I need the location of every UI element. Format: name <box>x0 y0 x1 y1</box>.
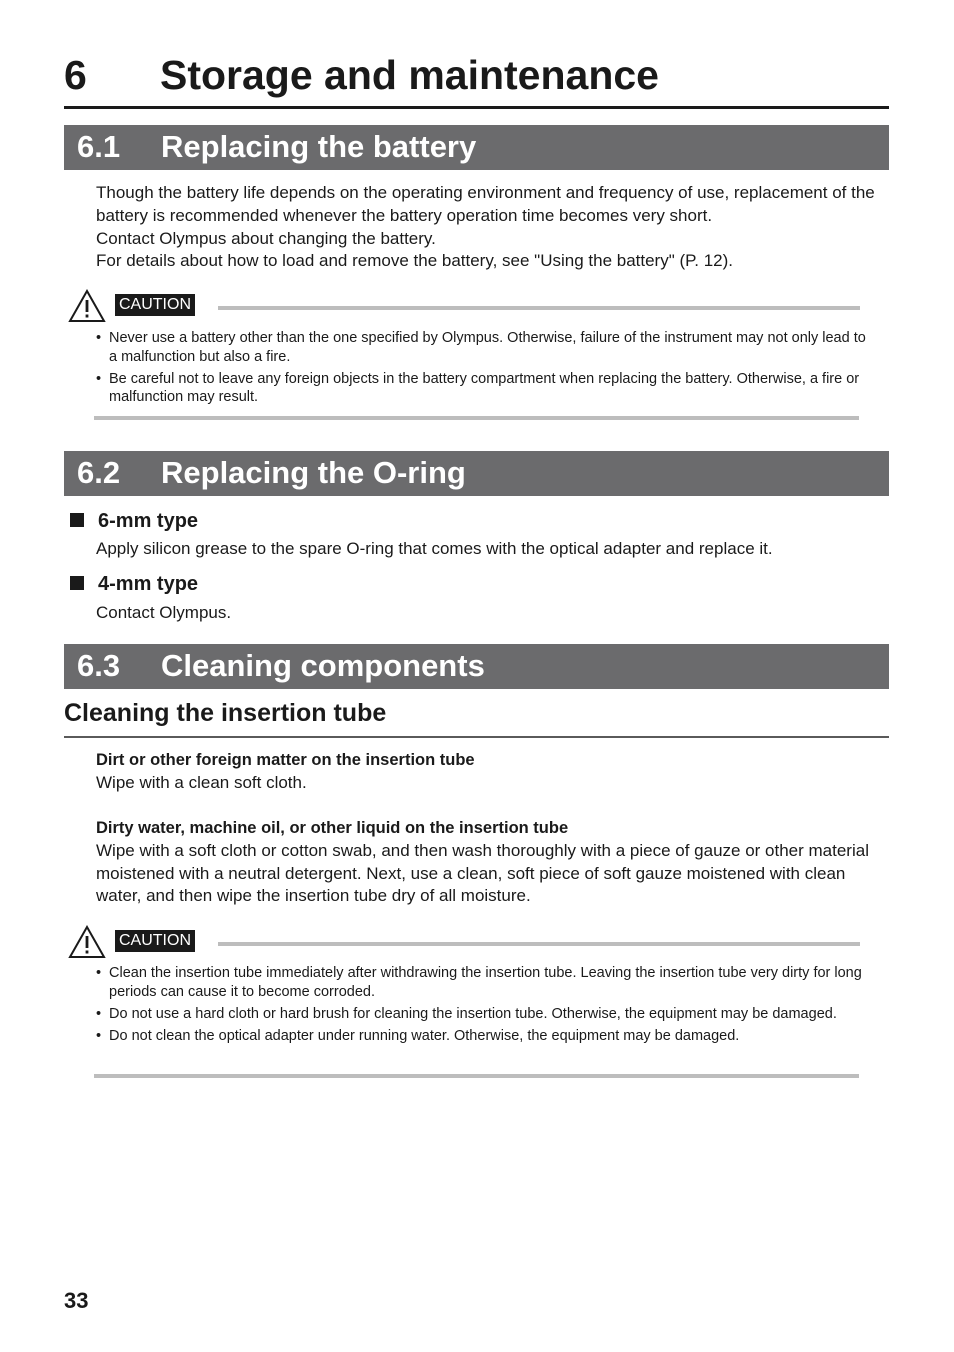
list-item: • Clean the insertion tube immediately after withdrawing the insertion tube. Leaving the insertion tube very dirty for long periods can cause it to become corroded. <box>96 964 866 1001</box>
dirt-text: Wipe with a clean soft cloth. <box>96 772 307 792</box>
caution-header <box>68 289 860 323</box>
paragraph: Though the battery life depends on the operating environment and frequency of use, replacement of the battery is recommended whenever the battery operation time becomes very short. <box>96 183 875 225</box>
section-number: 6.2 <box>77 455 121 490</box>
water-heading: Dirty water, machine oil, or other liquid on the insertion tube <box>96 819 569 837</box>
4mm-text: Contact Olympus. <box>96 603 232 622</box>
section-title: Replacing the battery <box>161 129 477 164</box>
section-6-3-header <box>64 644 889 689</box>
chapter-header <box>64 48 889 109</box>
square-bullet-icon <box>70 513 84 527</box>
subheading-text: 6-mm type <box>98 510 199 532</box>
paragraph: Contact Olympus about changing the battery. <box>96 228 436 248</box>
section-number: 6.1 <box>77 129 121 164</box>
section-6-1-header <box>64 125 889 170</box>
caution-badge: CAUTION <box>115 930 195 952</box>
warning-triangle-icon <box>68 925 106 959</box>
section-number: 6.3 <box>77 648 121 683</box>
dirt-block <box>96 749 886 795</box>
square-bullet-icon <box>70 576 84 590</box>
chapter-title: Storage and maintenance <box>160 52 659 98</box>
subheading-4mm <box>70 573 198 596</box>
caution-list <box>96 964 866 1049</box>
caution-header <box>68 925 860 959</box>
paragraph: For details about how to load and remove the battery, see "Using the battery" (P. 12). <box>96 251 734 271</box>
list-item: • Never use a battery other than the one specified by Olympus. Otherwise, failure of the instrument may not only lead to a malfunction but also a fire. <box>96 329 866 366</box>
section-title: Replacing the O-ring <box>161 455 466 490</box>
list-item: • Be careful not to leave any foreign objects in the battery compartment when replacing the battery. Otherwise, a fire or malfunction may result. <box>96 370 866 407</box>
section-title: Cleaning components <box>161 648 485 683</box>
subheading-6mm <box>70 510 198 533</box>
subheading-insertion-tube: Cleaning the insertion tube <box>64 699 889 738</box>
section-6-2-header <box>64 451 889 496</box>
subheading-text: 4-mm type <box>98 573 199 595</box>
caution-list <box>96 329 866 410</box>
page-number: 33 <box>64 1288 89 1313</box>
chapter-number: 6 <box>64 52 87 98</box>
divider <box>218 306 860 310</box>
caution-badge: CAUTION <box>115 294 195 316</box>
water-text: Wipe with a soft cloth or cotton swab, and then wash thoroughly with a piece of gauze or other material moistened with a neutral detergent. Next, use a clean, soft piece of soft gauze moistened with clean water, and then wipe the insertion tube dry of all moisture. <box>96 840 869 906</box>
battery-intro <box>96 182 886 273</box>
divider <box>218 942 860 946</box>
warning-triangle-icon <box>68 289 106 323</box>
dirt-heading: Dirt or other foreign matter on the insertion tube <box>96 751 475 769</box>
divider <box>94 1074 859 1078</box>
list-item: • Do not use a hard cloth or hard brush for cleaning the insertion tube. Otherwise, the equipment may be damaged. <box>96 1005 866 1024</box>
divider <box>94 416 859 420</box>
water-block <box>96 817 886 908</box>
list-item: • Do not clean the optical adapter under running water. Otherwise, the equipment may be damaged. <box>96 1027 866 1046</box>
6mm-text: Apply silicon grease to the spare O-ring that comes with the optical adapter and replace it. <box>96 539 773 558</box>
